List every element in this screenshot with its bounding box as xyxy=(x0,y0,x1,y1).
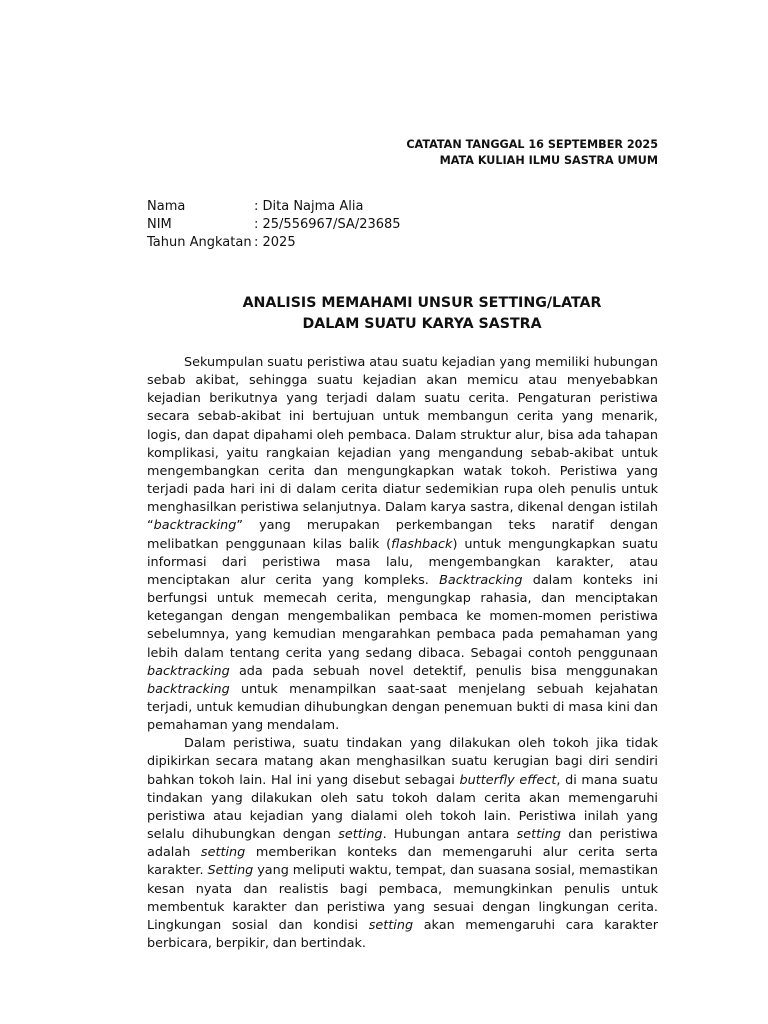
identity-row-nim xyxy=(147,216,401,234)
text-segment: yang meliputi waktu, tempat, dan suasana sosial, memastikan kesan nyata dan realistis bagi pembaca, memungkinkan penulis untuk membentuk karakter dan peristiwa yang sesuai dengan lingkungan cerita. Lingkungan sosial dan kondisi xyxy=(147,863,659,933)
italic-term: Setting xyxy=(207,863,254,879)
text-segment: , di mana suatu tindakan yang dilakukan oleh satu tokoh dalam cerita akan memengaruhi peristiwa atau kejadian yang dialami oleh tokoh lain. Peristiwa inilah yang selalu dihubungkan dengan xyxy=(147,772,658,843)
body-text xyxy=(147,354,658,953)
text-segment: akan memengaruhi cara karakter berbicara, berpikir, dan bertindak. xyxy=(147,917,658,951)
text-segment: Dalam peristiwa, suatu tindakan yang dilakukan oleh tokoh jika tidak dipikirkan secara matang akan menghasilkan suatu kerugian bagi diri sendiri bahkan tokoh lain. Hal ini yang disebut sebagai xyxy=(147,736,658,788)
identity-label: Nama xyxy=(147,199,186,214)
text-segment: ada pada sebuah novel detektif, penulis bisa menggunakan xyxy=(229,663,658,679)
title-line-1: ANALISIS MEMAHAMI UNSUR SETTING/LATAR xyxy=(242,295,602,311)
document-title xyxy=(147,293,697,335)
text-segment: ” yang merupakan perkembangan teks naratif dengan melibatkan penggunaan kilas balik ( xyxy=(147,518,658,552)
identity-row-year xyxy=(147,234,401,252)
italic-term: butterfly effect xyxy=(459,772,557,788)
identity-value: : 2025 xyxy=(254,235,296,250)
italic-term: setting xyxy=(516,827,561,843)
text-segment: memberikan konteks dan memengaruhi alur cerita serta karakter. xyxy=(147,845,658,879)
italic-term: setting xyxy=(338,827,383,843)
note-header xyxy=(406,137,658,169)
italic-term: flashback xyxy=(391,536,453,552)
text-segment: untuk menampilkan saat-saat menjelang sebuah kejahatan terjadi, untuk kemudian dihubungkan dengan penemuan bukti di masa kini dan pemahaman yang mendalam. xyxy=(147,681,658,734)
italic-term: setting xyxy=(368,917,414,933)
note-date-line: CATATAN TANGGAL 16 SEPTEMBER 2025 xyxy=(406,138,658,151)
identity-value: : 25/556967/SA/23685 xyxy=(254,217,401,232)
body-paragraph xyxy=(147,735,658,953)
identity-label: NIM xyxy=(147,217,172,232)
italic-term: backtracking xyxy=(147,681,230,697)
italic-term: Backtracking xyxy=(439,572,523,588)
identity-value: : Dita Najma Alia xyxy=(254,199,364,214)
text-segment: dan peristiwa adalah xyxy=(147,827,658,861)
text-segment: ) untuk mengungkapkan suatu informasi dari peristiwa masa lalu, mengembangkan karakter, atau menciptakan alur cerita yang kompleks. xyxy=(147,536,658,588)
body-paragraph xyxy=(147,354,658,735)
italic-term: backtracking xyxy=(147,663,230,679)
italic-term: setting xyxy=(200,845,246,861)
italic-term: backtracking xyxy=(153,518,237,534)
text-segment: Sekumpulan suatu peristiwa atau suatu kejadian yang memiliki hubungan sebab akibat, sehingga suatu kejadian akan memicu atau menyebabkan kejadian berikutnya yang terjadi dalam suatu cerita. Pengaturan peristiwa secara sebab-akibat ini bertujuan untuk membangun cerita yang menarik, logis, dan dapat dipahami oleh pembaca. Dalam struktur alur, bisa ada tahapan komplikasi, yaitu rangkaian kejadian yang mengandung sebab-akibat untuk mengembangkan cerita dan mengungkapkan watak tokoh. Peristiwa yang terjadi pada hari ini di dalam cerita diatur sedemikian rupa oleh penulis untuk menghasilkan peristiwa selanjutnya. Dalam karya sastra, dikenal dengan istilah “ xyxy=(147,355,658,534)
identity-label: Tahun Angkatan xyxy=(147,235,252,250)
title-line-2: DALAM SUATU KARYA SASTRA xyxy=(302,316,542,332)
identity-row-name xyxy=(147,198,401,216)
student-identity xyxy=(147,198,401,252)
text-segment: . Hubungan antara xyxy=(382,827,517,843)
course-name-line: MATA KULIAH ILMU SASTRA UMUM xyxy=(439,154,658,167)
text-segment: dalam konteks ini berfungsi untuk memecah cerita, mengungkap rahasia, dan menciptakan ketegangan dengan mengembalikan pembaca ke momen-momen peristiwa sebelumnya, yang kemudian mengarahkan pembaca pada pemahaman yang lebih dalam tentang cerita yang sedang dibaca. Sebagai contoh penggunaan xyxy=(147,572,659,661)
